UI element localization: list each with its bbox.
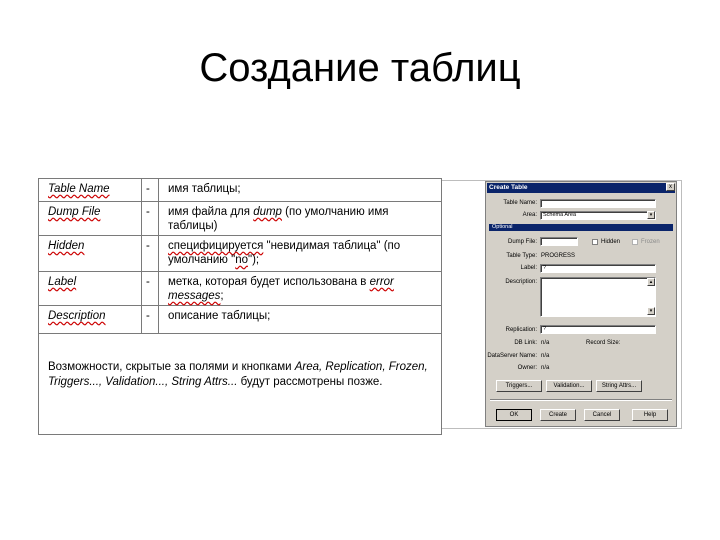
table-note-row	[39, 334, 442, 435]
table-name-input[interactable]	[540, 199, 656, 208]
dump-file-input[interactable]	[540, 237, 578, 246]
slide-title: Создание таблиц	[199, 46, 521, 90]
table-type-value: PROGRESS	[541, 253, 576, 259]
description-textarea[interactable]	[540, 277, 656, 317]
record-size-label: Record Size:	[586, 340, 621, 346]
field-key: Label	[39, 272, 142, 306]
label-field-label: Label:	[520, 265, 537, 271]
create-table-dialog	[485, 181, 677, 427]
field-desc: имя файла для dump (по умолчанию имя таблицы)	[159, 202, 442, 236]
field-dash: -	[142, 202, 159, 236]
table-row	[39, 179, 442, 202]
field-description-table	[38, 178, 442, 435]
chevron-down-icon[interactable]: ▾	[647, 211, 655, 219]
owner-value: n/a	[541, 365, 550, 371]
table-row	[39, 202, 442, 236]
field-dash: -	[142, 306, 159, 334]
field-dash: -	[142, 236, 159, 272]
close-icon[interactable]: x	[666, 183, 675, 191]
field-desc: имя таблицы;	[159, 179, 442, 202]
owner-label: Owner:	[517, 365, 537, 371]
dialog-title: Create Table	[489, 184, 528, 191]
area-label: Area:	[522, 212, 537, 218]
optional-section-bar: Optional	[489, 224, 673, 231]
frame-bottom-line	[442, 428, 682, 429]
hidden-checkbox[interactable]	[592, 239, 598, 245]
scroll-down-icon[interactable]: ▾	[647, 307, 655, 315]
dialog-separator	[490, 399, 672, 401]
table-row	[39, 306, 442, 334]
field-desc: специфицируется "невидимая таблица" (по умолчанию "no");	[159, 236, 442, 272]
dump-file-label: Dump File:	[507, 239, 537, 245]
table-row	[39, 236, 442, 272]
replication-input[interactable]: ?	[540, 325, 656, 334]
table-name-label: Table Name:	[503, 200, 537, 206]
area-select[interactable]: Schema Area	[540, 211, 656, 220]
field-desc: описание таблицы;	[159, 306, 442, 334]
field-key: Hidden	[39, 236, 142, 272]
validation-button[interactable]: Validation...	[546, 380, 592, 392]
triggers-button[interactable]: Triggers...	[496, 380, 542, 392]
table-type-label: Table Type:	[506, 253, 537, 259]
field-desc: метка, которая будет использована в error messages;	[159, 272, 442, 306]
ok-button[interactable]: OK	[496, 409, 532, 421]
frame-right-line	[681, 180, 682, 429]
hidden-label: Hidden	[601, 239, 621, 245]
create-button[interactable]: Create	[540, 409, 576, 421]
frozen-checkbox[interactable]	[632, 239, 638, 245]
dataserver-name-label: DataServer Name:	[487, 353, 537, 359]
field-key: Dump File	[39, 202, 142, 236]
table-row	[39, 272, 442, 306]
field-dash: -	[142, 272, 159, 306]
description-label: Description:	[505, 279, 537, 285]
dialog-titlebar	[487, 183, 675, 193]
replication-label: Replication:	[505, 327, 537, 333]
db-link-label: DB Link:	[514, 340, 537, 346]
field-key: Table Name	[39, 179, 142, 202]
dataserver-name-value: n/a	[541, 353, 550, 359]
table-note: Возможности, скрытые за полями и кнопками Area, Replication, Frozen, Triggers..., Validation..., String Attrs... будут рассмотрены позже.	[39, 334, 442, 435]
string-attrs-button[interactable]: String Attrs...	[596, 380, 642, 392]
help-button[interactable]: Help	[632, 409, 668, 421]
label-input[interactable]: ?	[540, 264, 656, 273]
field-key: Description	[39, 306, 142, 334]
frozen-label: Frozen	[641, 239, 660, 245]
db-link-value: n/a	[541, 340, 550, 346]
field-dash: -	[142, 179, 159, 202]
scroll-up-icon[interactable]: ▴	[647, 278, 655, 286]
cancel-button[interactable]: Cancel	[584, 409, 620, 421]
